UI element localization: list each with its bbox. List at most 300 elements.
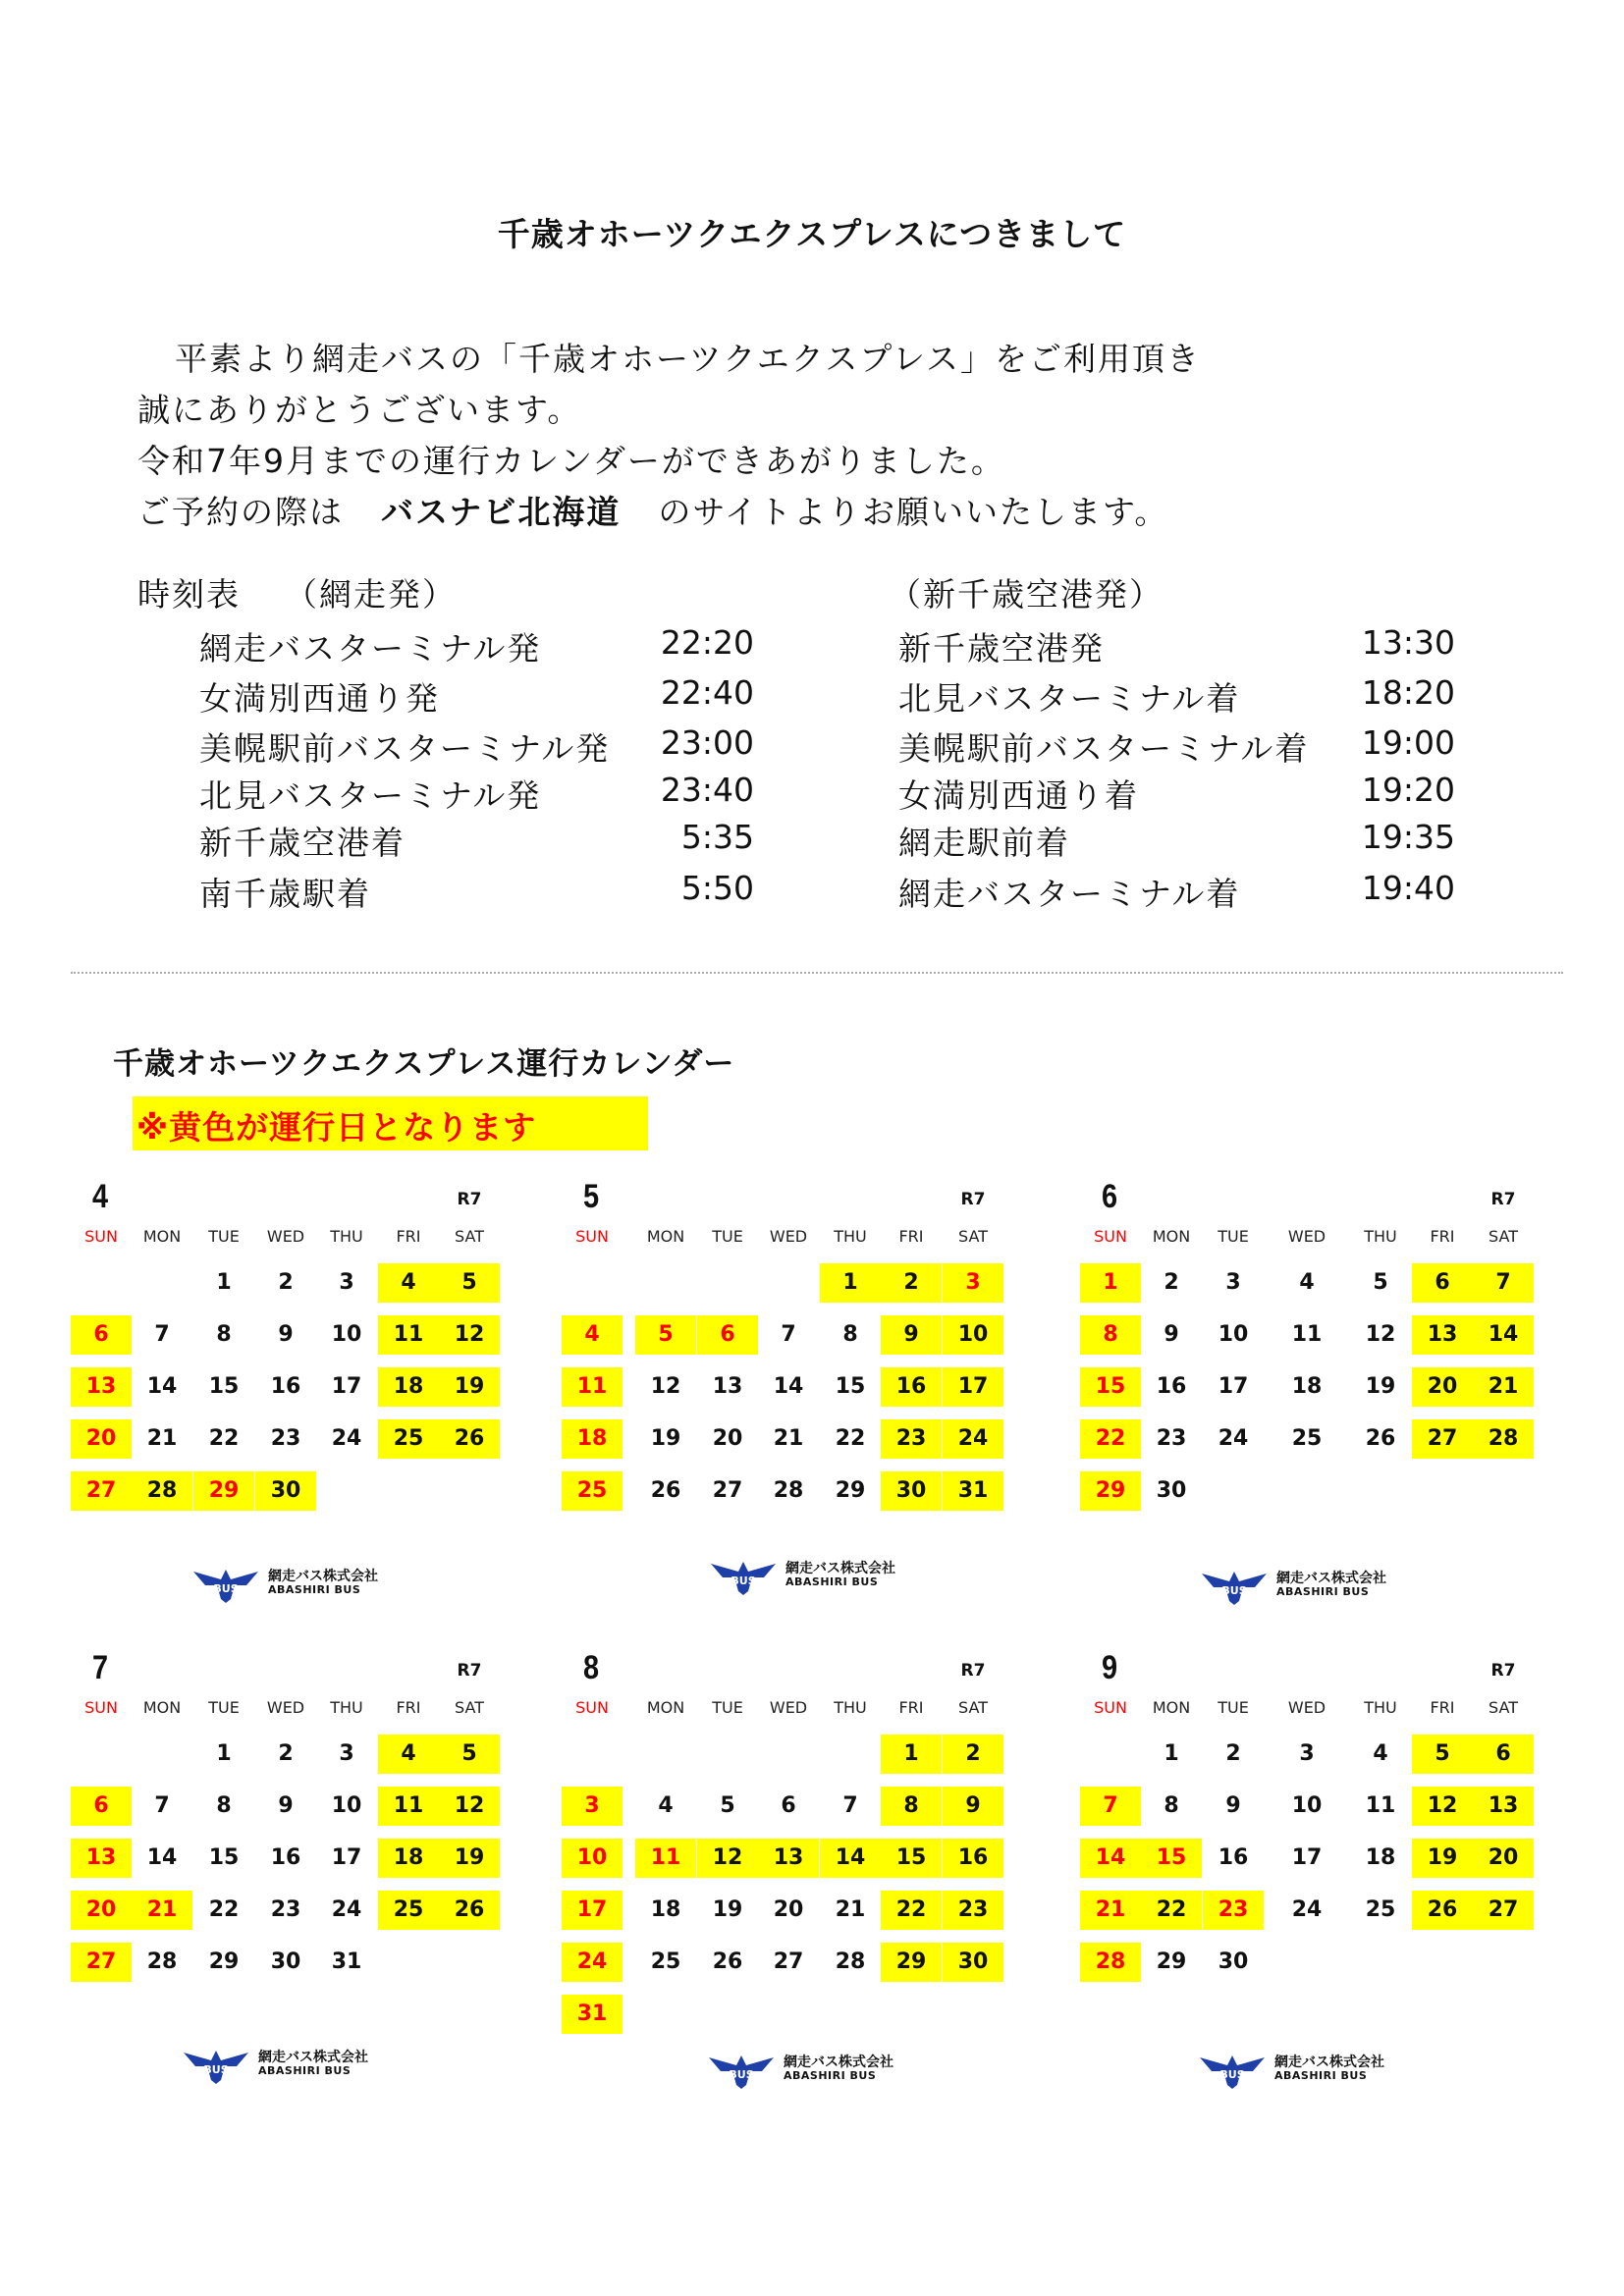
operating-day: 22 <box>1141 1891 1202 1930</box>
page-title: 千歳オホーツクエクスプレスにつきまして <box>497 215 1127 253</box>
stop-name: 女満別西通り着 <box>898 776 1139 815</box>
weekday-header: SUN <box>575 1698 609 1717</box>
operating-day: 5 <box>1412 1735 1473 1774</box>
calendar-day: 19 <box>1365 1374 1396 1399</box>
calendar-day: 15 <box>208 1374 240 1399</box>
company-name: 網走バス株式会社 <box>785 1561 895 1576</box>
operating-day: 23 <box>1203 1891 1264 1930</box>
operating-day: 12 <box>1412 1787 1473 1826</box>
operating-day: 16 <box>943 1839 1003 1878</box>
stop-name: 北見バスターミナル着 <box>898 679 1241 718</box>
operating-day: 15 <box>1080 1367 1141 1407</box>
calendar-day: 20 <box>773 1897 804 1922</box>
timetable-label: 時刻表 <box>137 575 241 614</box>
calendar-day: 2 <box>278 1270 294 1295</box>
month-number: 8 <box>583 1649 600 1686</box>
month-calendar <box>71 1649 562 2061</box>
calendar-day: 14 <box>773 1374 804 1399</box>
operating-day: 15 <box>1141 1839 1202 1878</box>
calendar-day: 30 <box>1156 1478 1187 1503</box>
bus-wing-icon <box>1198 2052 1267 2091</box>
calendar-day: 23 <box>1156 1426 1187 1451</box>
bus-wing-icon <box>182 2047 250 2086</box>
company-logo <box>182 2045 378 2088</box>
calendar-day: 20 <box>712 1426 743 1451</box>
weekday-header: MON <box>646 1698 685 1717</box>
arrival-time: 18:20 <box>1361 673 1455 712</box>
calendar-day: 3 <box>1225 1270 1241 1295</box>
calendar-day: 28 <box>773 1478 804 1503</box>
operating-day: 14 <box>820 1839 881 1878</box>
calendar-day: 16 <box>270 1374 301 1399</box>
weekday-header: SUN <box>84 1227 118 1246</box>
calendar-day: 1 <box>1164 1741 1179 1766</box>
month-number: 9 <box>1102 1649 1118 1686</box>
operating-day: 6 <box>1473 1735 1534 1774</box>
operating-day: 28 <box>1080 1943 1141 1982</box>
era-label: R7 <box>1490 1661 1516 1681</box>
calendar-day: 25 <box>1291 1426 1323 1451</box>
operating-day: 13 <box>1473 1787 1534 1826</box>
calendar-day: 26 <box>1365 1426 1396 1451</box>
calendar-title: 千歳オホーツクエクスプレス運行カレンダー <box>113 1046 735 1082</box>
calendar-day: 16 <box>1156 1374 1187 1399</box>
operating-day: 19 <box>1412 1839 1473 1878</box>
calendar-day: 4 <box>1299 1270 1315 1295</box>
weekday-header: WED <box>266 1698 305 1717</box>
calendar-day: 16 <box>1218 1845 1249 1870</box>
operating-day: 11 <box>378 1787 439 1826</box>
company-name-en: ABASHIRI BUS <box>268 1583 361 1596</box>
timetable-header-abashiri: （網走発） <box>285 575 457 614</box>
month-number: 4 <box>92 1178 109 1215</box>
era-label: R7 <box>960 1190 986 1209</box>
operating-day: 4 <box>378 1263 439 1303</box>
calendar-day: 23 <box>270 1426 301 1451</box>
calendar-day: 23 <box>270 1897 301 1922</box>
operating-day: 25 <box>378 1419 439 1459</box>
operating-day: 27 <box>1412 1419 1473 1459</box>
calendar-day: 24 <box>331 1897 362 1922</box>
company-name: 網走バス株式会社 <box>258 2050 368 2065</box>
calendar-day: 18 <box>650 1897 681 1922</box>
logo-text: BUS <box>203 2063 229 2076</box>
operating-day: 30 <box>881 1471 942 1511</box>
operating-day: 11 <box>562 1367 623 1407</box>
calendar-day: 17 <box>1218 1374 1249 1399</box>
operating-day: 10 <box>943 1315 1003 1355</box>
weekday-header: SUN <box>84 1698 118 1717</box>
weekday-header: FRI <box>1430 1698 1455 1717</box>
weekday-header: THU <box>834 1227 867 1246</box>
calendar-day: 18 <box>1291 1374 1323 1399</box>
operating-day: 13 <box>758 1839 819 1878</box>
weekday-header: WED <box>1287 1698 1326 1717</box>
calendar-day: 29 <box>1156 1949 1187 1974</box>
weekday-header: THU <box>1364 1227 1397 1246</box>
operating-day: 26 <box>439 1419 500 1459</box>
arrival-time: 19:35 <box>1361 818 1455 856</box>
weekday-header: SUN <box>575 1227 609 1246</box>
era-label: R7 <box>1490 1190 1516 1209</box>
calendar-day: 30 <box>270 1949 301 1974</box>
stop-name: 美幌駅前バスターミナル発 <box>199 729 611 768</box>
operating-day: 14 <box>1080 1839 1141 1878</box>
calendar-day: 17 <box>331 1374 362 1399</box>
calendar-day: 4 <box>1373 1741 1388 1766</box>
weekday-header: FRI <box>396 1227 421 1246</box>
calendar-day: 5 <box>1373 1270 1388 1295</box>
operating-day: 30 <box>255 1471 316 1511</box>
calendar-day: 8 <box>216 1793 232 1818</box>
operating-day: 17 <box>562 1891 623 1930</box>
weekday-header: THU <box>1364 1698 1397 1717</box>
weekday-header: THU <box>330 1227 363 1246</box>
operating-day: 20 <box>71 1891 132 1930</box>
calendar-day: 9 <box>278 1322 294 1347</box>
intro-line-1: 平素より網走バスの「千歳オホーツクエクスプレス」をご利用頂き <box>175 340 1202 378</box>
operating-day: 4 <box>562 1315 623 1355</box>
logo-text: BUS <box>731 1575 756 1587</box>
operating-day: 23 <box>943 1891 1003 1930</box>
intro-line-3: 令和7年9月までの運行カレンダーができあがりました。 <box>137 442 1005 480</box>
weekday-header: THU <box>834 1698 867 1717</box>
departure-time: 23:40 <box>660 771 754 809</box>
calendar-day: 22 <box>208 1426 240 1451</box>
month-number: 7 <box>92 1649 109 1686</box>
calendar-day: 8 <box>1164 1793 1179 1818</box>
arrival-time: 13:30 <box>1361 623 1455 662</box>
operating-day: 22 <box>1080 1419 1141 1459</box>
operating-day: 20 <box>1473 1839 1534 1878</box>
calendar-day: 9 <box>278 1793 294 1818</box>
weekday-header: MON <box>142 1698 182 1717</box>
timetable-header-chitose: （新千歳空港発） <box>889 575 1164 614</box>
company-name-en: ABASHIRI BUS <box>258 2064 352 2077</box>
arrival-time: 19:40 <box>1361 869 1455 907</box>
company-name-en: ABASHIRI BUS <box>1276 1585 1370 1598</box>
company-logo <box>1198 2050 1394 2093</box>
busnavi-hokkaido-link[interactable]: バスナビ北海道 <box>381 493 622 531</box>
calendar-day: 1 <box>216 1270 232 1295</box>
weekday-header: THU <box>330 1698 363 1717</box>
calendar-day: 31 <box>331 1949 362 1974</box>
weekday-header: SAT <box>958 1227 988 1246</box>
operating-day: 25 <box>562 1471 623 1511</box>
operating-day: 16 <box>881 1367 942 1407</box>
operating-day-notice <box>133 1096 648 1150</box>
calendar-day: 28 <box>835 1949 866 1974</box>
calendar-day: 5 <box>720 1793 735 1818</box>
calendar-day: 11 <box>1291 1322 1323 1347</box>
calendar-day: 22 <box>835 1426 866 1451</box>
operating-day: 1 <box>1080 1263 1141 1303</box>
month-calendar <box>562 1649 1053 2061</box>
calendar-day: 26 <box>650 1478 681 1503</box>
calendar-day: 30 <box>1218 1949 1249 1974</box>
bus-wing-icon <box>709 1558 778 1597</box>
bus-wing-icon <box>191 1566 260 1605</box>
operating-day: 29 <box>1080 1471 1141 1511</box>
operating-day: 4 <box>378 1735 439 1774</box>
operating-day: 31 <box>562 1995 623 2034</box>
operating-day: 25 <box>378 1891 439 1930</box>
weekday-header: TUE <box>712 1698 743 1717</box>
weekday-header: WED <box>769 1698 808 1717</box>
calendar-day: 25 <box>1365 1897 1396 1922</box>
company-logo <box>709 1556 905 1599</box>
operating-day: 1 <box>820 1263 881 1303</box>
operating-day: 18 <box>378 1367 439 1407</box>
calendar-day: 14 <box>146 1374 178 1399</box>
calendar-day: 15 <box>208 1845 240 1870</box>
calendar-day: 26 <box>712 1949 743 1974</box>
calendar-day: 2 <box>1225 1741 1241 1766</box>
calendar-day: 7 <box>781 1322 796 1347</box>
bus-wing-icon <box>707 2052 776 2091</box>
calendar-day: 7 <box>842 1793 858 1818</box>
calendar-day: 17 <box>331 1845 362 1870</box>
weekday-header: FRI <box>396 1698 421 1717</box>
calendar-day: 12 <box>1365 1322 1396 1347</box>
era-label: R7 <box>960 1661 986 1681</box>
stop-name: 美幌駅前バスターミナル着 <box>898 729 1310 768</box>
calendar-day: 21 <box>146 1426 178 1451</box>
calendar-day: 25 <box>650 1949 681 1974</box>
departure-time: 22:20 <box>660 623 754 662</box>
operating-day: 6 <box>1412 1263 1473 1303</box>
weekday-header: TUE <box>1218 1227 1249 1246</box>
operating-day: 28 <box>1473 1419 1534 1459</box>
operating-day: 24 <box>562 1943 623 1982</box>
operating-day: 11 <box>378 1315 439 1355</box>
bus-wing-icon <box>1200 1568 1269 1607</box>
calendar-day: 24 <box>1218 1426 1249 1451</box>
operating-day: 8 <box>881 1787 942 1826</box>
operating-day: 1 <box>881 1735 942 1774</box>
operating-day: 5 <box>635 1315 696 1355</box>
weekday-header: SUN <box>1094 1698 1127 1717</box>
calendar-day: 22 <box>208 1897 240 1922</box>
operating-day: 26 <box>1412 1891 1473 1930</box>
company-name-en: ABASHIRI BUS <box>784 2069 877 2082</box>
company-logo <box>1200 1566 1396 1609</box>
operating-day: 19 <box>439 1839 500 1878</box>
operating-day: 26 <box>439 1891 500 1930</box>
operating-day: 6 <box>71 1315 132 1355</box>
operating-day: 27 <box>71 1943 132 1982</box>
era-label: R7 <box>457 1661 482 1681</box>
operating-day: 20 <box>71 1419 132 1459</box>
weekday-header: FRI <box>898 1227 924 1246</box>
operating-day: 18 <box>378 1839 439 1878</box>
operating-day: 9 <box>881 1315 942 1355</box>
arrival-time: 19:00 <box>1361 723 1455 762</box>
calendar-day: 14 <box>146 1845 178 1870</box>
calendar-day: 21 <box>773 1426 804 1451</box>
operating-day: 19 <box>439 1367 500 1407</box>
weekday-header: TUE <box>712 1227 743 1246</box>
operating-day: 3 <box>943 1263 1003 1303</box>
operating-day: 6 <box>697 1315 758 1355</box>
company-name: 網走バス株式会社 <box>1274 2055 1384 2070</box>
month-calendar <box>71 1178 562 1590</box>
company-name: 網走バス株式会社 <box>1276 1571 1386 1586</box>
calendar-day: 29 <box>208 1949 240 1974</box>
operating-day: 11 <box>635 1839 696 1878</box>
operating-day: 27 <box>1473 1891 1534 1930</box>
month-number: 5 <box>583 1178 600 1215</box>
calendar-day: 7 <box>154 1793 170 1818</box>
calendar-day: 29 <box>835 1478 866 1503</box>
operating-day: 18 <box>562 1419 623 1459</box>
weekday-header: SAT <box>1489 1227 1518 1246</box>
era-label: R7 <box>457 1190 482 1209</box>
weekday-header: MON <box>142 1227 182 1246</box>
departure-time: 23:00 <box>660 723 754 762</box>
calendar-day: 16 <box>270 1845 301 1870</box>
calendar-day: 11 <box>1365 1793 1396 1818</box>
weekday-header: MON <box>1152 1698 1191 1717</box>
operating-day: 3 <box>562 1787 623 1826</box>
notice-text: ※黄色が運行日となります <box>136 1108 537 1147</box>
operating-day: 21 <box>1473 1367 1534 1407</box>
departure-time: 22:40 <box>660 673 754 712</box>
calendar-day: 10 <box>1291 1793 1323 1818</box>
calendar-day: 10 <box>331 1322 362 1347</box>
company-name: 網走バス株式会社 <box>784 2055 893 2070</box>
operating-day: 21 <box>1080 1891 1141 1930</box>
calendar-day: 8 <box>216 1322 232 1347</box>
logo-text: BUS <box>213 1582 239 1595</box>
calendar-day: 8 <box>842 1322 858 1347</box>
weekday-header: WED <box>769 1227 808 1246</box>
calendar-day: 6 <box>781 1793 796 1818</box>
operating-day: 7 <box>1080 1787 1141 1826</box>
weekday-header: FRI <box>898 1698 924 1717</box>
weekday-header: MON <box>646 1227 685 1246</box>
logo-text: BUS <box>1219 2068 1245 2081</box>
operating-day: 9 <box>943 1787 1003 1826</box>
calendar-day: 28 <box>146 1949 178 1974</box>
operating-day: 24 <box>943 1419 1003 1459</box>
calendar-day: 9 <box>1225 1793 1241 1818</box>
operating-day: 5 <box>439 1735 500 1774</box>
operating-day: 23 <box>881 1419 942 1459</box>
company-logo <box>191 1564 388 1607</box>
operating-day: 17 <box>943 1367 1003 1407</box>
operating-day: 15 <box>881 1839 942 1878</box>
weekday-header: WED <box>1287 1227 1326 1246</box>
month-calendar <box>1080 1178 1571 1590</box>
operating-day: 5 <box>439 1263 500 1303</box>
operating-day: 28 <box>132 1471 192 1511</box>
weekday-header: SAT <box>455 1698 484 1717</box>
operating-day: 31 <box>943 1471 1003 1511</box>
operating-day: 27 <box>71 1471 132 1511</box>
operating-day: 14 <box>1473 1315 1534 1355</box>
calendar-day: 4 <box>658 1793 674 1818</box>
operating-day: 7 <box>1473 1263 1534 1303</box>
calendar-day: 12 <box>650 1374 681 1399</box>
month-calendar <box>1080 1649 1571 2061</box>
weekday-header: SAT <box>455 1227 484 1246</box>
operating-day: 22 <box>881 1891 942 1930</box>
calendar-day: 2 <box>278 1741 294 1766</box>
operating-day: 20 <box>1412 1367 1473 1407</box>
company-name-en: ABASHIRI BUS <box>785 1575 879 1588</box>
stop-name: 網走バスターミナル発 <box>199 629 542 667</box>
stop-name: 南千歳駅着 <box>199 875 371 913</box>
operating-day: 2 <box>943 1735 1003 1774</box>
weekday-header: WED <box>266 1227 305 1246</box>
intro-line-4-post: のサイトよりお願いいたします。 <box>658 493 1169 531</box>
logo-text: BUS <box>1221 1584 1247 1597</box>
weekday-header: FRI <box>1430 1227 1455 1246</box>
calendar-day: 17 <box>1291 1845 1323 1870</box>
intro-text <box>137 334 1201 538</box>
operating-day: 13 <box>71 1367 132 1407</box>
weekday-header: TUE <box>208 1227 240 1246</box>
stop-name: 女満別西通り発 <box>199 679 440 718</box>
company-name-en: ABASHIRI BUS <box>1274 2069 1368 2082</box>
stop-name: 網走バスターミナル着 <box>898 875 1241 913</box>
calendar-day: 10 <box>1218 1322 1249 1347</box>
weekday-header: MON <box>1152 1227 1191 1246</box>
calendar-day: 10 <box>331 1793 362 1818</box>
operating-day: 12 <box>439 1315 500 1355</box>
arrival-time: 19:20 <box>1361 771 1455 809</box>
calendar-day: 27 <box>773 1949 804 1974</box>
operating-day: 12 <box>697 1839 758 1878</box>
intro-line-4-pre: ご予約の際は <box>137 493 344 531</box>
month-calendar <box>562 1178 1053 1590</box>
weekday-header: TUE <box>1218 1698 1249 1717</box>
calendar-day: 24 <box>331 1426 362 1451</box>
departure-time: 5:50 <box>680 869 754 907</box>
stop-name: 北見バスターミナル発 <box>199 776 542 815</box>
operating-day: 6 <box>71 1787 132 1826</box>
weekday-header: SUN <box>1094 1227 1127 1246</box>
calendar-day: 3 <box>339 1270 354 1295</box>
company-name: 網走バス株式会社 <box>268 1569 378 1584</box>
calendar-day: 1 <box>216 1741 232 1766</box>
operating-day: 10 <box>562 1839 623 1878</box>
operating-day: 13 <box>1412 1315 1473 1355</box>
departure-time: 5:35 <box>680 818 754 856</box>
calendar-day: 3 <box>1299 1741 1315 1766</box>
calendar-day: 27 <box>712 1478 743 1503</box>
stop-name: 新千歳空港発 <box>898 629 1105 667</box>
operating-day: 13 <box>71 1839 132 1878</box>
operating-day: 21 <box>132 1891 192 1930</box>
operating-day: 30 <box>943 1943 1003 1982</box>
calendar-day: 19 <box>650 1426 681 1451</box>
calendar-day: 7 <box>154 1322 170 1347</box>
operating-day: 8 <box>1080 1315 1141 1355</box>
weekday-header: SAT <box>1489 1698 1518 1717</box>
calendar-day: 18 <box>1365 1845 1396 1870</box>
calendar-day: 15 <box>835 1374 866 1399</box>
stop-name: 網走駅前着 <box>898 824 1070 862</box>
operating-day: 29 <box>193 1471 254 1511</box>
operating-day: 29 <box>881 1943 942 1982</box>
operating-day: 2 <box>881 1263 942 1303</box>
company-logo <box>707 2050 903 2093</box>
calendar-day: 9 <box>1164 1322 1179 1347</box>
calendar-day: 21 <box>835 1897 866 1922</box>
month-number: 6 <box>1102 1178 1118 1215</box>
